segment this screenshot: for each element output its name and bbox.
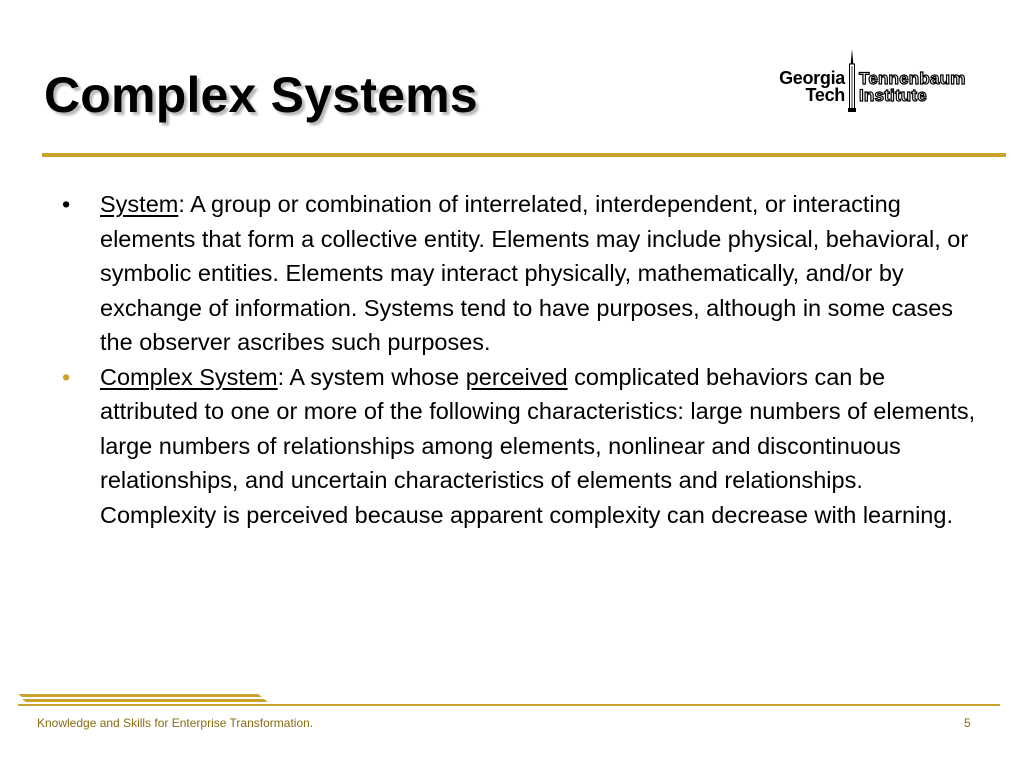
bullet-system: [56, 187, 976, 360]
slide-title: Complex Systems: [44, 67, 478, 123]
emphasis-perceived: perceived: [465, 363, 568, 390]
bullet-marker: •: [62, 191, 71, 217]
title-divider: [42, 153, 1006, 157]
term-separator: :: [178, 191, 191, 217]
bullet-marker: •: [62, 363, 71, 390]
definition-complex-system-start: A system whose: [289, 363, 466, 390]
logo-georgia-tech: [779, 70, 845, 104]
georgia-tech-tennenbaum-logo: [755, 48, 990, 114]
term-separator: :: [277, 363, 290, 390]
logo-line-georgia: Georgia: [779, 68, 845, 88]
page-number: 5: [964, 716, 971, 730]
logo-line-tennenbaum: Tennenbaum: [859, 69, 966, 88]
footer-gold-lines: [18, 692, 1018, 708]
logo-line-tech: Tech: [805, 85, 845, 105]
bullet-complex-system: [56, 360, 976, 533]
term-system: System: [100, 191, 179, 217]
tech-tower-icon: [845, 48, 859, 114]
footer-tagline: Knowledge and Skills for Enterprise Transformation.: [37, 716, 314, 730]
definition-system: A group or combination of interrelated, interdependent, or interacting elements that form a collective entity. Elements may include physical, behavioral, or symbolic entities. Elements may interact physically, mathematically, and/or by exchange of information. Systems tend to have purposes, although in some cases the observer ascribes such purposes.: [100, 191, 969, 355]
term-complex-system: Complex System: [100, 363, 278, 390]
logo-tennenbaum-institute: [859, 70, 966, 104]
logo-line-institute: Institute: [859, 86, 927, 105]
bullet-list: [56, 187, 976, 532]
definition-complex-system-rest: complicated behaviors can be attributed to one or more of the following characteristics: large numbers of elements, large numbers of relationships among elements, nonlinear and discontinuous relationships, and uncertain characteristics of elements and relationships. Complexity is perceived because apparent complexity can decrease with learning.: [100, 363, 976, 528]
